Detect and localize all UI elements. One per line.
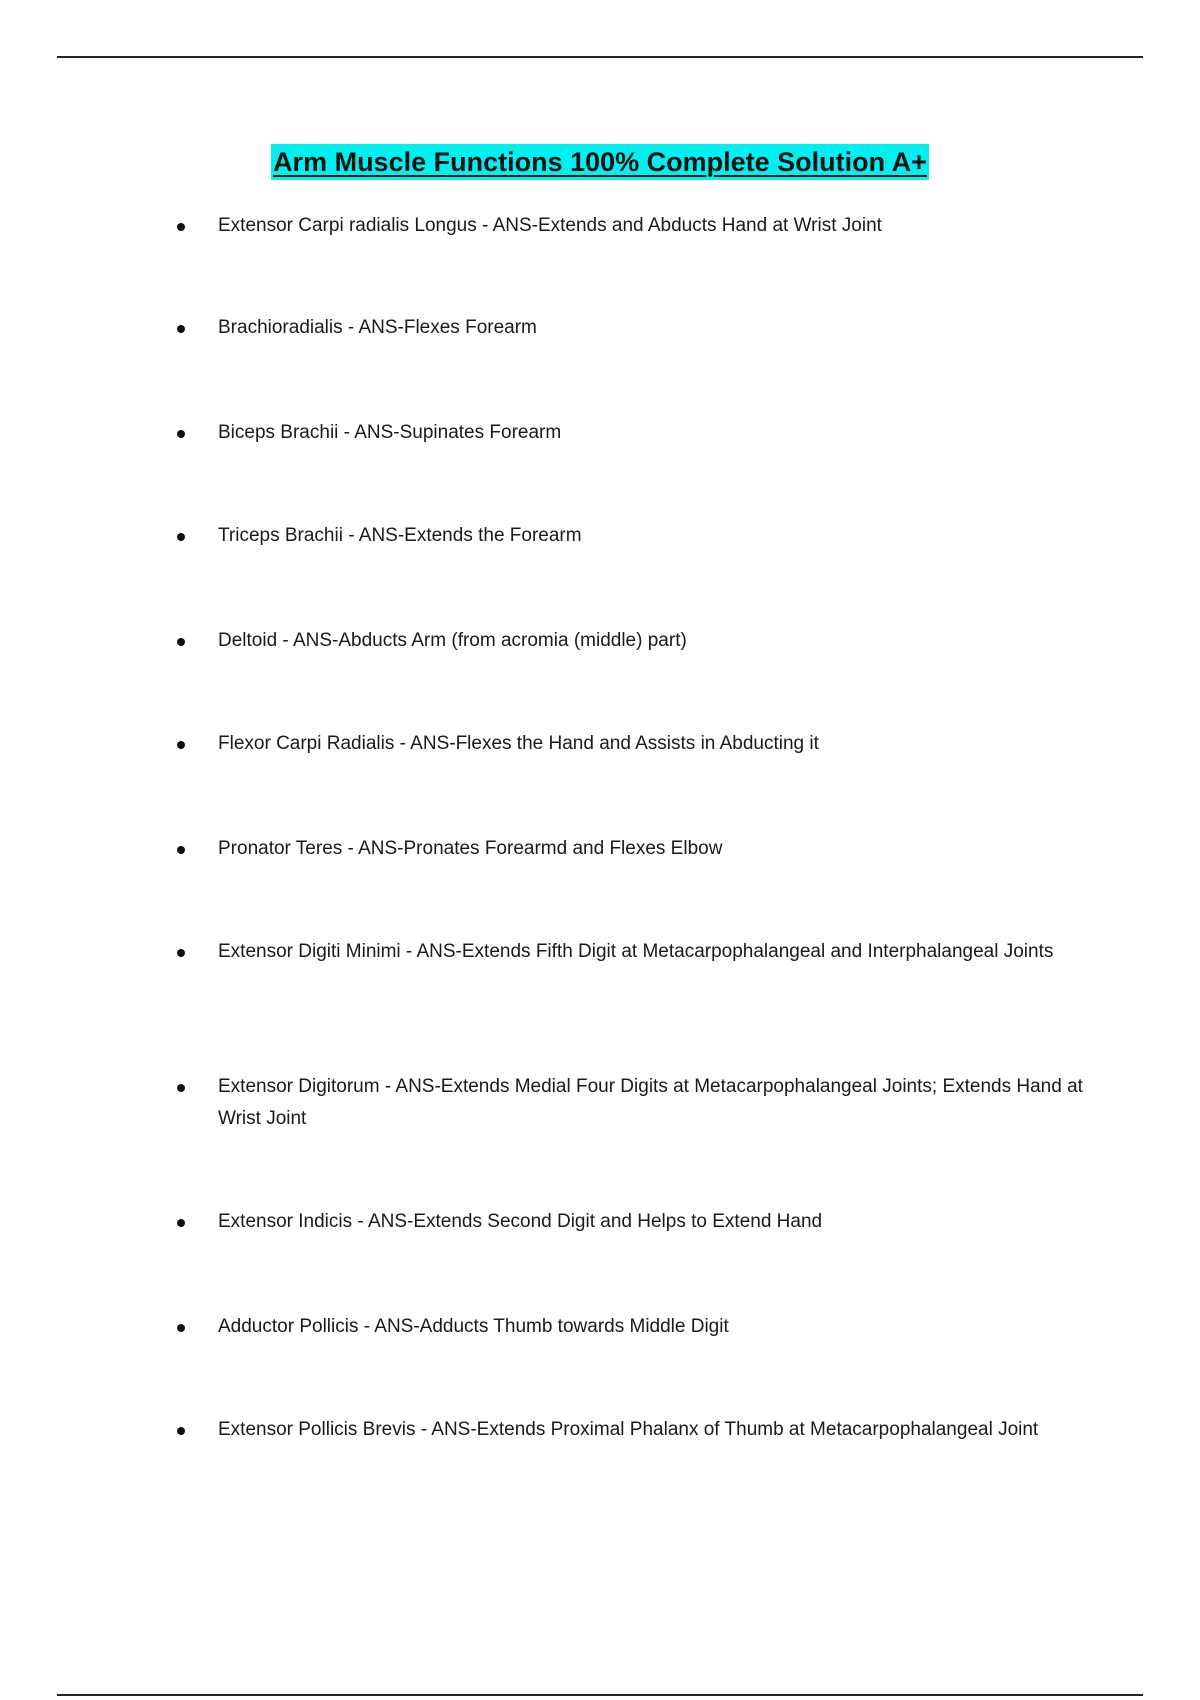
bullet-icon xyxy=(177,325,185,333)
list-item xyxy=(177,936,1097,968)
list-item-text: Deltoid - ANS-Abducts Arm (from acromia (middle) part) xyxy=(218,630,687,651)
list-item-text: Flexor Carpi Radialis - ANS-Flexes the Hand and Assists in Abducting it xyxy=(218,733,819,754)
title-container xyxy=(0,144,1200,180)
list-item xyxy=(177,1071,1097,1135)
list-item xyxy=(177,1414,1097,1446)
list-item xyxy=(177,833,1097,865)
bullet-icon xyxy=(177,638,185,646)
list-item xyxy=(177,625,1097,657)
list-item xyxy=(177,1311,1097,1343)
bullet-icon xyxy=(177,1084,185,1092)
document-title: Arm Muscle Functions 100% Complete Solution A+ xyxy=(271,144,929,180)
list-item-text: Biceps Brachii - ANS-Supinates Forearm xyxy=(218,422,562,443)
list-item xyxy=(177,520,1097,552)
list-item-text: Extensor Indicis - ANS-Extends Second Digit and Helps to Extend Hand xyxy=(218,1211,823,1232)
bullet-icon xyxy=(177,533,185,541)
list-item-text: Extensor Pollicis Brevis - ANS-Extends Proximal Phalanx of Thumb at Metacarpophalangeal Joint xyxy=(218,1419,1039,1440)
list-item xyxy=(177,210,1097,242)
bullet-icon xyxy=(177,741,185,749)
list-item-text: Adductor Pollicis - ANS-Adducts Thumb towards Middle Digit xyxy=(218,1316,729,1337)
list-item xyxy=(177,417,1097,449)
page-bottom-rule xyxy=(57,1694,1143,1696)
bullet-icon xyxy=(177,846,185,854)
list-item-text: Extensor Digitorum - ANS-Extends Medial Four Digits at Metacarpophalangeal Joints; Extends Hand at Wrist Joint xyxy=(218,1076,1083,1129)
bullet-icon xyxy=(177,1219,185,1227)
bullet-icon xyxy=(177,430,185,438)
list-item-text: Extensor Carpi radialis Longus - ANS-Extends and Abducts Hand at Wrist Joint xyxy=(218,215,882,236)
bullet-icon xyxy=(177,223,185,231)
list-item xyxy=(177,312,1097,344)
list-item-text: Extensor Digiti Minimi - ANS-Extends Fifth Digit at Metacarpophalangeal and Interphalangeal Joints xyxy=(218,941,1054,962)
list-item-text: Triceps Brachii - ANS-Extends the Forearm xyxy=(218,525,582,546)
list-item-text: Pronator Teres - ANS-Pronates Forearmd and Flexes Elbow xyxy=(218,838,723,859)
bullet-icon xyxy=(177,1427,185,1435)
bullet-icon xyxy=(177,1324,185,1332)
bullet-icon xyxy=(177,949,185,957)
list-item-text: Brachioradialis - ANS-Flexes Forearm xyxy=(218,317,537,338)
list-item xyxy=(177,1206,1097,1238)
list-item xyxy=(177,728,1097,760)
page-top-rule xyxy=(57,56,1143,58)
